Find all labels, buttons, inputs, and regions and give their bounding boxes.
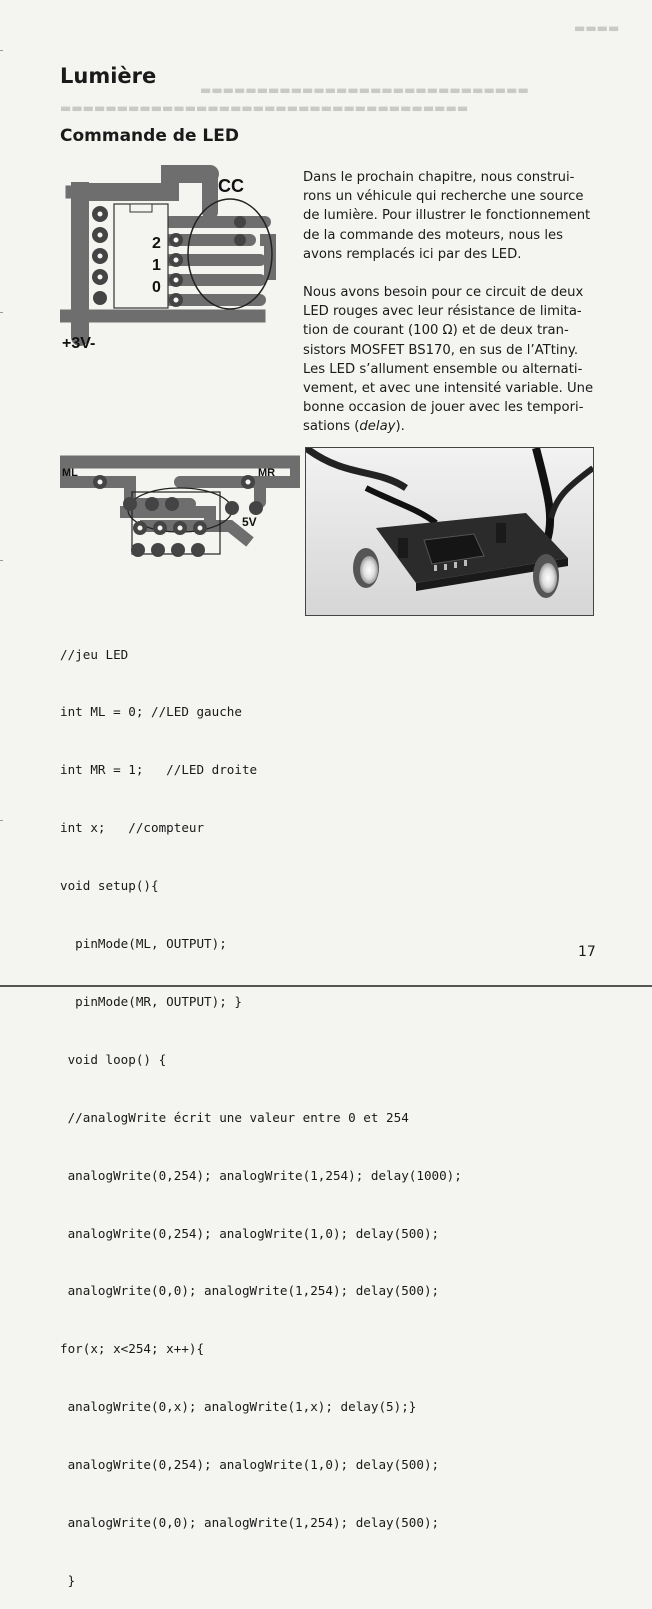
delay-term: delay <box>359 419 396 435</box>
code-line: analogWrite(0,x); analogWrite(1,x); delay(5);} <box>60 1399 417 1415</box>
pcb-label-power: +3V- <box>62 335 96 352</box>
code-line: //analogWrite écrit une valeur entre 0 et 254 <box>60 1109 409 1125</box>
code-line: analogWrite(0,0); analogWrite(1,254); delay(500); <box>60 1514 440 1530</box>
text-line: Les LED s’allument ensemble ou alternati- <box>303 361 583 377</box>
code-line: analogWrite(0,254); analogWrite(1,0); delay(500); <box>60 1457 440 1473</box>
code-line: int MR = 1; //LED droite <box>60 762 258 778</box>
text-fragment: ). <box>395 419 405 435</box>
code-line: for(x; x<254; x++){ <box>60 1341 205 1357</box>
page-heading: Lumière <box>60 64 157 88</box>
code-line: void setup(){ <box>60 878 159 894</box>
code-line: } <box>60 1572 76 1588</box>
components-paragraph <box>303 283 596 437</box>
code-listing <box>60 606 462 1609</box>
text-line: rons un véhicule qui recherche une source <box>303 189 584 205</box>
code-line: pinMode(MR, OUTPUT); } <box>60 993 242 1009</box>
text-line: sistors MOSFET BS170, en sus de l’ATtiny. <box>303 342 579 358</box>
text-line: Nous avons besoin pour ce circuit de deux <box>303 285 584 300</box>
pcb-layout-motor-diagram <box>60 452 300 577</box>
text-line: avons remplacés ici par des LED. <box>303 246 522 262</box>
code-line: pinMode(ML, OUTPUT); <box>60 936 227 952</box>
pcb-label-cc: CC <box>218 176 244 196</box>
page-number: 17 <box>578 944 596 960</box>
pcb-label-1: 1 <box>152 257 161 274</box>
intro-paragraph <box>303 168 596 264</box>
page-bottom-rule <box>0 985 652 987</box>
pcb-label-2: 2 <box>152 235 161 252</box>
text-line: bonne occasion de jouer avec les tempori- <box>303 400 584 416</box>
code-line: analogWrite(0,0); analogWrite(1,254); delay(500); <box>60 1283 440 1299</box>
code-line: void loop() { <box>60 1051 167 1067</box>
code-line: analogWrite(0,254); analogWrite(1,0); delay(500); <box>60 1225 440 1241</box>
code-line: analogWrite(0,254); analogWrite(1,254); delay(1000); <box>60 1167 462 1183</box>
text-line: vement, et avec une intensité variable. Une <box>303 381 594 397</box>
text-fragment: sations ( <box>303 419 360 435</box>
text-line: LED rouges avec leur résistance de limita- <box>303 304 582 320</box>
text-line: de lumière. Pour illustrer le fonctionnement <box>303 208 591 224</box>
pcb-label-0: 0 <box>152 279 161 296</box>
pcb-label-5v: 5V <box>242 515 257 529</box>
section-heading: Commande de LED <box>60 126 239 146</box>
circuit-photo <box>305 447 594 616</box>
pcb-label-ml: ML <box>62 467 78 479</box>
code-line: int ML = 0; //LED gauche <box>60 704 242 720</box>
pcb-label-mr: MR <box>258 467 276 479</box>
text-line: tion de courant (100 Ω) et de deux tran- <box>303 323 569 339</box>
code-line: //jeu LED <box>60 646 129 662</box>
text-line: Dans le prochain chapitre, nous construi- <box>303 170 575 185</box>
code-line: int x; //compteur <box>60 820 205 836</box>
text-line-last <box>303 417 596 436</box>
text-line: de la commande des moteurs, nous les <box>303 227 564 243</box>
pcb-layout-led-diagram <box>60 162 300 362</box>
